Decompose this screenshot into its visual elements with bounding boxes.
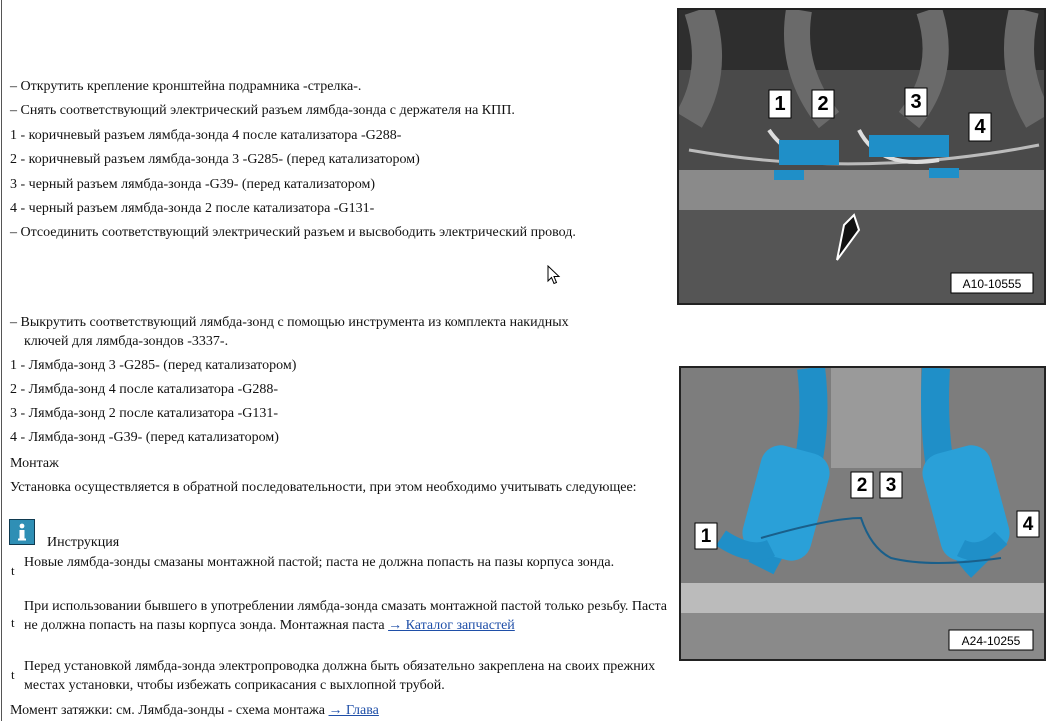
connector-item-4: 4 - черный разъем лямбда-зонда 2 после катализатора -G131- xyxy=(10,201,375,216)
connector-item-1: 1 - коричневый разъем лямбда-зонда 4 после катализатора -G288- xyxy=(10,128,402,143)
figure-probes-drawing xyxy=(681,368,1044,659)
probe-item-3: 3 - Лямбда-зонд 2 после катализатора -G131- xyxy=(10,406,279,421)
probe-item-4: 4 - Лямбда-зонд -G39- (перед катализатором) xyxy=(10,430,279,445)
figure-probes xyxy=(679,366,1046,661)
torque-line xyxy=(10,701,379,720)
step-remove-connector: – Снять соответствующий электрический разъем лямбда-зонда с держателя на КПП. xyxy=(10,103,515,118)
step-unscrew-line1: – Выкрутить соответствующий лямбда-зонд с помощью инструмента из комплекта накидных xyxy=(10,315,569,330)
callout-2: 2 xyxy=(856,475,868,496)
info-icon xyxy=(9,519,35,545)
note-new-probes: Новые лямбда-зонды смазаны монтажной пастой; паста не должна попасть на пазы корпуса зонда. xyxy=(24,555,615,570)
chapter-link[interactable]: → Глава xyxy=(328,703,379,718)
callout-1: 1 xyxy=(774,93,786,115)
callout-4: 4 xyxy=(974,116,986,138)
figure-connectors-drawing xyxy=(679,10,1044,303)
probe-item-1: 1 - Лямбда-зонд 3 -G285- (перед катализатором) xyxy=(10,358,297,373)
left-border-line xyxy=(1,0,2,721)
callout-3: 3 xyxy=(885,475,897,496)
callout-4: 4 xyxy=(1022,514,1034,535)
figure-connectors xyxy=(677,8,1046,305)
mouse-cursor-icon xyxy=(547,265,561,285)
probe-item-2: 2 - Лямбда-зонд 4 после катализатора -G288- xyxy=(10,382,279,397)
callout-1: 1 xyxy=(700,526,712,547)
figure1-id: A10-10555 xyxy=(962,277,1022,291)
bullet-marker: t xyxy=(11,563,15,578)
torque-text: Момент затяжки: см. Лямбда-зонды - схема монтажа xyxy=(10,703,329,718)
bullet-marker: t xyxy=(11,667,15,682)
note-used-probe-text: При использовании бывшего в употреблении лямбда-зонда смазать монтажной пастой только резьбу. Паста не должна попасть на пазы корпуса зонда. Монтажная паста xyxy=(24,599,667,633)
note-title: Инструкция xyxy=(47,535,120,550)
montage-text: Установка осуществляется в обратной последовательности, при этом необходимо учитывать следующее: xyxy=(10,480,637,495)
step-disconnect: – Отсоединить соответствующий электрический разъем и высвободить электрический провод. xyxy=(10,225,576,240)
step-unscrew-line2: ключей для лямбда-зондов -3337-. xyxy=(24,334,229,349)
bullet-marker: t xyxy=(11,615,15,630)
connector-item-3: 3 - черный разъем лямбда-зонда -G39- (перед катализатором) xyxy=(10,177,376,192)
note-wiring: Перед установкой лямбда-зонда электропроводка должна быть обязательно закреплена на своих прежних местах установки, чтобы избежать соприкасания с выхлопной трубой. xyxy=(24,659,656,693)
note-used-probe xyxy=(24,597,674,635)
step-unfasten-bracket: – Открутить крепление кронштейна подрамника -стрелка-. xyxy=(10,79,362,94)
figure2-id: A24-10255 xyxy=(961,634,1021,648)
montage-heading: Монтаж xyxy=(10,456,59,471)
callout-2: 2 xyxy=(817,93,829,115)
connector-item-2: 2 - коричневый разъем лямбда-зонда 3 -G285- (перед катализатором) xyxy=(10,152,420,167)
callout-3: 3 xyxy=(910,91,922,113)
parts-catalog-link[interactable]: → Каталог запчастей xyxy=(388,618,515,633)
